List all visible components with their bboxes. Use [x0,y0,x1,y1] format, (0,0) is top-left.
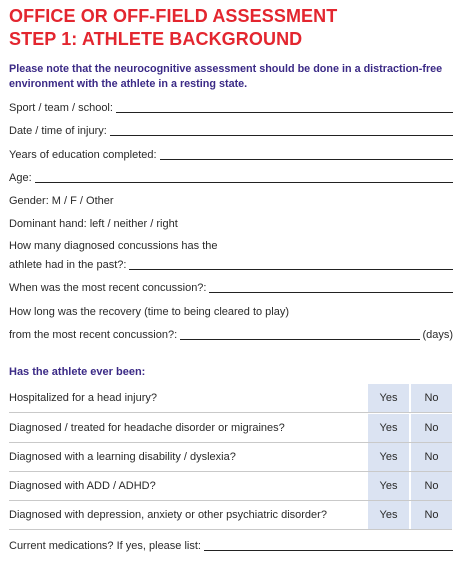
recovery-field [9,329,453,342]
question-text: Diagnosed with depression, anxiety or other psychiatric disorder? [9,509,327,521]
sport-label: Sport / team / school: [9,102,113,114]
recent-concussion-input-line[interactable] [209,292,453,293]
date-time-label: Date / time of injury: [9,125,107,137]
date-time-field [9,125,453,138]
question-row [9,384,452,412]
no-option[interactable]: No [411,414,452,442]
recent-concussion-label: When was the most recent concussion?: [9,282,207,294]
yes-option[interactable]: Yes [368,384,409,412]
education-label: Years of education completed: [9,149,157,161]
recovery-question: How long was the recovery (time to being cleared to play) [9,306,290,318]
sport-team-school-field [9,102,453,115]
question-text: Diagnosed / treated for headache disorder or migraines? [9,422,285,434]
no-option[interactable]: No [411,472,452,500]
recovery-input-line[interactable] [180,339,420,340]
yes-option[interactable]: Yes [368,501,409,529]
recovery-unit: (days) [422,329,453,341]
question-row [9,501,452,529]
gender-field[interactable]: Gender: M / F / Other [9,195,114,207]
concussions-input-line[interactable] [129,269,453,270]
question-row [9,414,452,442]
medications-label: Current medications? If yes, please list: [9,540,201,552]
date-time-input-line[interactable] [110,135,453,136]
recovery-label: from the most recent concussion?: [9,329,178,341]
medications-field [9,540,453,553]
age-input-line[interactable] [35,182,453,183]
age-field [9,172,453,185]
history-section-heading: Has the athlete ever been: [9,366,146,378]
yes-option[interactable]: Yes [368,414,409,442]
page-title-line-1: OFFICE OR OFF-FIELD ASSESSMENT [9,6,338,26]
question-text: Diagnosed with ADD / ADHD? [9,480,156,492]
page-title-line-2: STEP 1: ATHLETE BACKGROUND [9,29,303,49]
instruction-note: Please note that the neurocognitive assessment should be done in a distraction-free environment with the athlete in a resting state. [9,63,443,90]
education-field [9,149,453,162]
age-label: Age: [9,172,32,184]
education-input-line[interactable] [160,159,453,160]
medications-input-line[interactable] [204,550,453,551]
question-row [9,472,452,500]
yes-option[interactable]: Yes [368,472,409,500]
no-option[interactable]: No [411,443,452,471]
concussions-question: How many diagnosed concussions has the [9,240,218,252]
no-option[interactable]: No [411,501,452,529]
yes-option[interactable]: Yes [368,443,409,471]
sport-input-line[interactable] [116,112,453,113]
no-option[interactable]: No [411,384,452,412]
concussions-field [9,259,453,272]
recent-concussion-field [9,282,453,295]
dominant-hand-field[interactable]: Dominant hand: left / neither / right [9,218,178,230]
concussions-label: athlete had in the past?: [9,259,127,271]
question-row [9,443,452,471]
question-text: Hospitalized for a head injury? [9,392,157,404]
question-text: Diagnosed with a learning disability / dyslexia? [9,451,236,463]
